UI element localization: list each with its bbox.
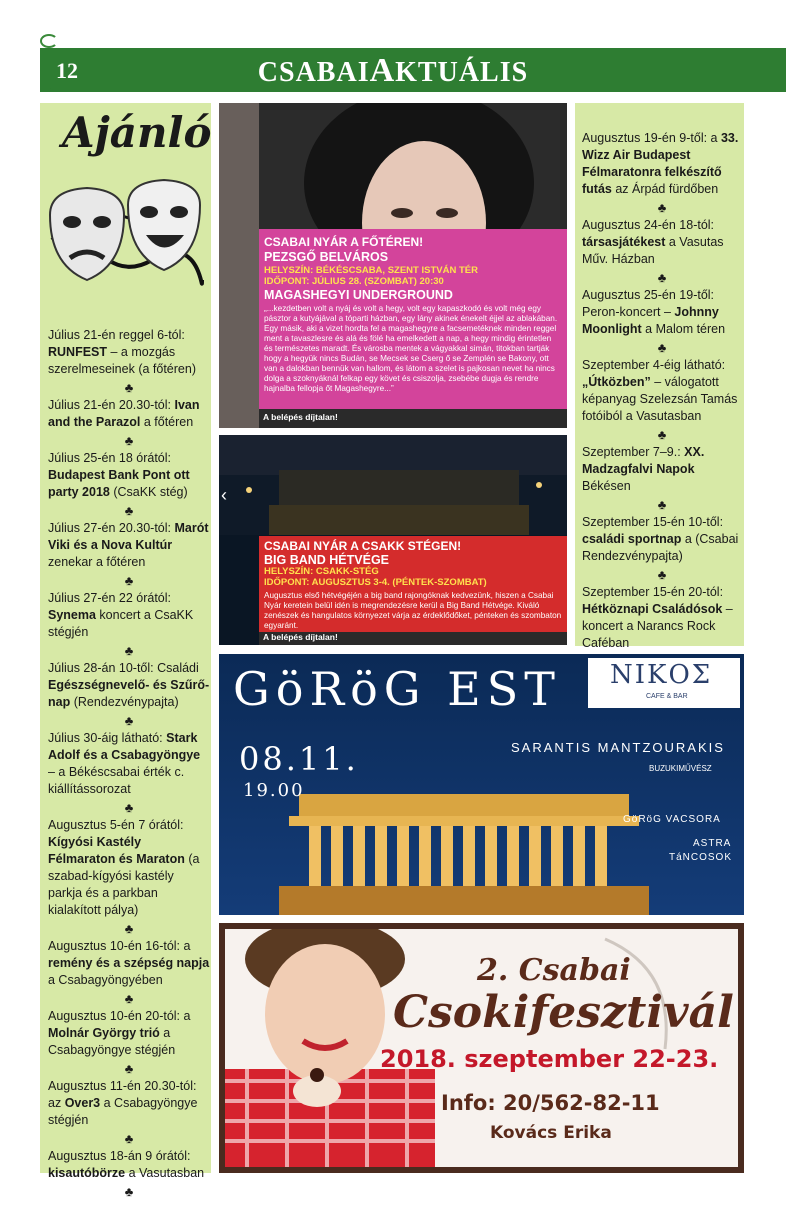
club-icon: ♣	[657, 497, 667, 512]
club-icon: ♣	[124, 433, 134, 448]
ad2-desc: Augusztus első hétvégéjén a big band rajongóknak kedvezünk, hiszen a Csabai Nyár keretein belül idén is megrendezésre kerül a Big Band Hétvége. Kiváló zenészek és hangulatos környezet várja az érdeklődőket, pénteken és szombaton egyaránt.	[264, 591, 562, 630]
list-item: Július 25-én 18 órától: Budapest Bank Pont ott party 2018 (CsaKK stég)	[48, 451, 190, 499]
list-item: Július 27-én 22 órától: Synema koncert a CsaKK stégjén	[48, 591, 194, 639]
club-icon: ♣	[124, 643, 134, 658]
ad1-subtitle: PEZSGŐ BELVÁROS	[264, 250, 389, 264]
club-icon: ♣	[124, 1061, 134, 1076]
ad1-footer-bar	[259, 409, 567, 427]
event-info-box-pink	[259, 229, 567, 409]
club-icon: ♣	[124, 921, 134, 936]
list-item: Július 21-én reggel 6-tól: RUNFEST – a mozgás szerelmeseinek (a főtéren)	[48, 328, 196, 376]
choco-dates: 2018. szeptember 22-23.	[380, 1045, 719, 1073]
choco-line2: Csokifesztivál	[393, 987, 734, 1038]
choco-info: Info: 20/562-82-11	[441, 1091, 660, 1115]
ad2-location: HELYSZÍN: CSAKK-STÉG	[264, 566, 379, 577]
club-icon: ♣	[657, 567, 667, 582]
left-events-list	[48, 327, 210, 1201]
theater-masks-icon	[42, 170, 210, 310]
ad2-subtitle: BIG BAND HÉTVÉGE	[264, 553, 390, 567]
club-icon: ♣	[124, 380, 134, 395]
ad2-title: CSABAI NYÁR A CSAKK STÉGEN!	[264, 539, 462, 553]
list-item: Július 28-án 10-től: Családi Egészségnevelő- és Szűrő-nap (Rendezvénypajta)	[48, 661, 210, 709]
ad2-footer: A belépés díjtalan!	[263, 632, 338, 642]
dancers-line1: ASTRA	[693, 838, 732, 849]
club-icon: ♣	[124, 1184, 134, 1199]
greek-time: 19.00	[243, 780, 305, 801]
title-rest: KTUÁLIS	[395, 57, 529, 88]
choco-festival-content	[225, 929, 738, 1167]
ajanlo-heading: Ajánló	[62, 108, 212, 157]
nikos-logo-text: ΝΙΚΟΣ	[610, 660, 713, 690]
performer-role: BUZUKIMŰVÉSZ	[649, 764, 712, 773]
corner-swirl-icon	[40, 34, 58, 48]
greek-title: GöRöG EST	[233, 662, 561, 716]
list-item: Szeptember 15-én 20-tól: Hétköznapi Családósok – koncert a Narancs Rock Caféban	[582, 585, 733, 650]
ad1-event: MAGASHEGYI UNDERGROUND	[264, 288, 453, 302]
club-icon: ♣	[657, 200, 667, 215]
greek-date: 08.11.	[239, 740, 359, 778]
greek-dinner: GöRöG VACSORA	[623, 814, 721, 825]
club-icon: ♣	[124, 1131, 134, 1146]
right-events-list	[582, 130, 742, 652]
club-icon: ♣	[124, 991, 134, 1006]
list-item: Augusztus 10-én 20-tól: a Molnár György trió a Csabagyöngye stégjén	[48, 1009, 191, 1057]
nikos-logo-sub: CAFE & BAR	[646, 693, 688, 700]
club-icon: ♣	[124, 800, 134, 815]
club-icon: ♣	[124, 573, 134, 588]
choco-line1: 2. Csabai	[477, 953, 631, 988]
list-item: Szeptember 4-éig látható: „Útközben” – válogatott képanyag Szelezsán Tamás fotóiból a Vasutasban	[582, 358, 738, 423]
performer-name: SARANTIS MANTZOURAKIS	[511, 740, 725, 755]
ad1-quote: „...kezdetben volt a nyáj és volt a hegy, volt egy kapaszkodó és volt még egy pásztor a kutyájával a tóparti házban, egy lány akinek énekelt éjjel az ablakában. Egy másik, aki a vizet hordta fel a magashegyre a facsemetéknek minden reggel ment a tavaszlesre és alá és fölé ha emelkedett a nap, a hegy mindig érintetlen és természetes maradt. És városba mentek a vágyakkal simán, titokban tartják hogy a hegyük nincs Budán, se Mecsek se Cserg ő se Zemplén se Bakony, ott van a dalokban bennük van hallom, és látom a szelet is pajkosan nevet ha nincs dolga a szoknyáknál felkap egy követ és csiszolja, zsebébe dugja és rendre hajnalba fellopja őt Magashegyre...”	[264, 304, 558, 393]
list-item: Augusztus 10-én 16-tól: a remény és a szépség napja a Csabagyöngyében	[48, 939, 210, 987]
list-item: Július 27-én 20.30-tól: Marót Viki és a Nova Kultúr zenekar a főtéren	[48, 521, 209, 569]
ad2-footer-bar	[259, 632, 567, 645]
club-icon: ♣	[657, 340, 667, 355]
club-icon: ♣	[657, 427, 667, 442]
ad1-title: CSABAI NYÁR A FŐTÉREN!	[264, 235, 424, 249]
title-part1: CSABAI	[257, 57, 370, 88]
list-item: Augusztus 25-én 19-től: Peron-koncert – Johnny Moonlight a Malom téren	[582, 288, 726, 336]
greek-evening-ad	[219, 654, 744, 915]
nikos-logo	[588, 658, 740, 708]
dancers-line2: TáNCOSOK	[669, 852, 733, 863]
magazine-title	[0, 52, 786, 90]
event-info-box-red	[259, 536, 567, 632]
list-item: Augusztus 24-én 18-tól: társasjátékest a Vasutas Műv. Házban	[582, 218, 724, 266]
list-item: Szeptember 15-én 10-től: családi sportnap a (Csabai Rendezvénypajta)	[582, 515, 739, 563]
ad1-location: HELYSZÍN: BÉKÉSCSABA, SZENT ISTVÁN TÉR	[264, 265, 478, 276]
choco-contact: Kovács Erika	[490, 1123, 612, 1143]
list-item: Július 21-én 20.30-tól: Ivan and the Parazol a főtéren	[48, 398, 200, 429]
ad1-footer: A belépés díjtalan!	[263, 412, 338, 422]
list-item: Szeptember 7–9.: XX. Madzagfalvi Napok Békésen	[582, 445, 705, 493]
list-item: Augusztus 5-én 7 órától: Kígyósi Kastély Félmaraton és Maraton (a szabad-kígyósi kastély parkja és a parkban kialakított pálya)	[48, 818, 200, 917]
club-icon: ♣	[657, 270, 667, 285]
club-icon: ♣	[124, 713, 134, 728]
title-cap: A	[369, 52, 396, 89]
list-item: Augusztus 19-én 9-től: a 33. Wizz Air Budapest Félmaratonra felkészítő futás az Árpád fürdőben	[582, 131, 739, 196]
page-number: 12	[56, 58, 78, 83]
club-icon: ♣	[124, 503, 134, 518]
ad1-date: IDŐPONT: JÚLIUS 28. (SZOMBAT) 20:30	[264, 276, 444, 287]
slider-prev-icon[interactable]: ‹	[221, 485, 227, 505]
list-item: Augusztus 18-án 9 órától: kisautóbörze a Vasutasban	[48, 1149, 205, 1180]
list-item: Augusztus 11-én 20.30-tól: az Over3 a Csabagyöngye stégjén	[48, 1079, 198, 1127]
ad2-date: IDŐPONT: AUGUSZTUS 3-4. (PÉNTEK-SZOMBAT)	[264, 577, 487, 588]
list-item: Július 30-áig látható: Stark Adolf és a Csabagyöngye – a Békéscsabai érték c. kiállítássorozat	[48, 731, 201, 796]
